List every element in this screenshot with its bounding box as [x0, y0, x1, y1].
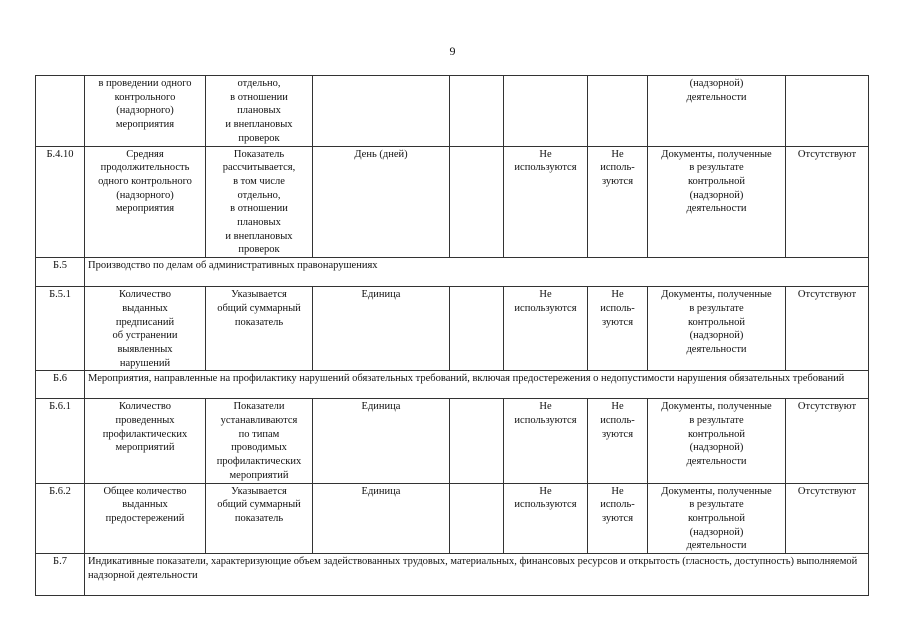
documents-cell: (надзорной) деятельности: [648, 76, 786, 147]
formula-cell: Не используются: [504, 146, 588, 258]
documents-cell: Документы, полученные в результате контрольной (надзорной) деятельности: [648, 399, 786, 483]
section-row: [36, 258, 869, 287]
section-row: [36, 371, 869, 399]
code-cell: [36, 76, 85, 147]
section-title-cell: Производство по делам об административных правонарушениях: [85, 258, 869, 287]
section-title-cell: Мероприятия, направленные на профилактику нарушений обязательных требований, включая предостережения о недопустимости нарушения обязательных требований: [85, 371, 869, 399]
table-row: [36, 287, 869, 371]
calculation-note-cell: Указывается общий суммарный показатель: [206, 287, 313, 371]
empty-cell: [450, 399, 504, 483]
table-row: [36, 399, 869, 483]
notes-cell: [786, 76, 869, 147]
calculation-note-cell: отдельно, в отношении плановых и внеплановых проверок: [206, 76, 313, 147]
source-cell: Не исполь- зуются: [588, 146, 648, 258]
unit-cell: Единица: [313, 483, 450, 554]
documents-cell: Документы, полученные в результате контрольной (надзорной) деятельности: [648, 287, 786, 371]
empty-cell: [450, 287, 504, 371]
indicator-name-cell: Общее количество выданных предостережений: [85, 483, 206, 554]
documents-cell: Документы, полученные в результате контрольной (надзорной) деятельности: [648, 146, 786, 258]
indicator-name-cell: Количество выданных предписаний об устранении выявленных нарушений: [85, 287, 206, 371]
table-row: [36, 146, 869, 258]
source-cell: [588, 76, 648, 147]
source-cell: Не исполь- зуются: [588, 287, 648, 371]
code-cell: Б.4.10: [36, 146, 85, 258]
unit-cell: [313, 76, 450, 147]
indicator-name-cell: Средняя продолжительность одного контрольного (надзорного) мероприятия: [85, 146, 206, 258]
code-cell: Б.6.1: [36, 399, 85, 483]
table-row: [36, 76, 869, 147]
source-cell: Не исполь- зуются: [588, 483, 648, 554]
documents-cell: Документы, полученные в результате контрольной (надзорной) деятельности: [648, 483, 786, 554]
section-code-cell: Б.7: [36, 554, 85, 596]
notes-cell: Отсутствуют: [786, 483, 869, 554]
calculation-note-cell: Указывается общий суммарный показатель: [206, 483, 313, 554]
formula-cell: Не используются: [504, 287, 588, 371]
formula-cell: Не используются: [504, 483, 588, 554]
indicator-name-cell: в проведении одного контрольного (надзорного) мероприятия: [85, 76, 206, 147]
section-row: [36, 554, 869, 596]
code-cell: Б.5.1: [36, 287, 85, 371]
formula-cell: [504, 76, 588, 147]
empty-cell: [450, 146, 504, 258]
source-cell: Не исполь- зуются: [588, 399, 648, 483]
code-cell: Б.6.2: [36, 483, 85, 554]
page-number: 9: [449, 44, 456, 58]
calculation-note-cell: Показатели устанавливаются по типам проводимых профилактических мероприятий: [206, 399, 313, 483]
indicators-table: [35, 75, 869, 596]
empty-cell: [450, 483, 504, 554]
empty-cell: [450, 76, 504, 147]
calculation-note-cell: Показатель рассчитывается, в том числе отдельно, в отношении плановых и внеплановых проверок: [206, 146, 313, 258]
section-title-cell: Индикативные показатели, характеризующие объем задействованных трудовых, материальных, финансовых ресурсов и открытость (гласность, доступность) выполняемой надзорной деятельности: [85, 554, 869, 596]
unit-cell: День (дней): [313, 146, 450, 258]
unit-cell: Единица: [313, 399, 450, 483]
table-row: [36, 483, 869, 554]
notes-cell: Отсутствуют: [786, 146, 869, 258]
section-code-cell: Б.5: [36, 258, 85, 287]
section-code-cell: Б.6: [36, 371, 85, 399]
formula-cell: Не используются: [504, 399, 588, 483]
unit-cell: Единица: [313, 287, 450, 371]
indicator-name-cell: Количество проведенных профилактических мероприятий: [85, 399, 206, 483]
table-body: [36, 76, 869, 596]
notes-cell: Отсутствуют: [786, 287, 869, 371]
notes-cell: Отсутствуют: [786, 399, 869, 483]
